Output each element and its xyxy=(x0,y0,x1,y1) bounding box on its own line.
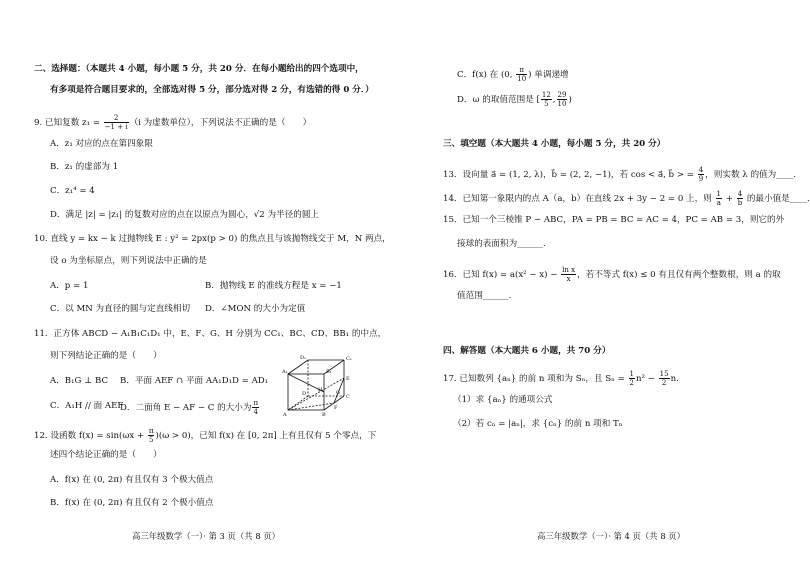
question-16: 16．已知 f(x) = a(x² − x) − $\frac{\text{ln x}}{x}$ ，若不等式 f(x) ≤ 0 有且仅有两个整数根，则 a 的取 xyxy=(443,266,781,283)
fraction: $\frac{4}{9}$ xyxy=(698,166,704,183)
fraction: $\frac{4}{b}$ xyxy=(737,190,743,207)
cube-label-c1: C₁ xyxy=(346,356,352,362)
question-10-option-a: A．p = 1 xyxy=(50,281,89,291)
exam-page-4 xyxy=(397,0,810,561)
section-2-heading: 二、选择题：（本题共 4 小题，每小题 5 分，共 20 分．在每小题给出的四个选项中， xyxy=(34,64,364,74)
question-15: 15．已知一个三棱锥 P − ABC，PA = PB = BC = AC = 4，PC = AB = 3，则它的外 xyxy=(443,215,785,225)
question-14: 14．已知第一象限内的点 A（a，b）在直线 2x + 3y − 2 = 0 上，则 $\frac{1}{a}$ + $\frac{4}{b}$ 的最小值是____. xyxy=(443,190,810,207)
question-17-stem: 17. 已知数列 {aₙ} 的前 n 项和为 Sₙ，且 Sₙ = $\frac{1}{2}$ n² − $\frac{15}{2}$ n. xyxy=(443,370,679,387)
cube-label-f: F xyxy=(334,405,338,411)
section-2-heading-cont: 有多项是符合题目要求的，全部选对得 5 分，部分选对得 2 分，有选错的得 0 分．） xyxy=(50,85,374,95)
question-9-option-a: A．z₁ 对应的点在第四象限 xyxy=(50,139,153,149)
question-15-cont: 接球的表面积为______. xyxy=(457,239,546,249)
question-12-stem-cont: 述四个结论正确的是（ ） xyxy=(50,450,162,460)
cube-label-g: G xyxy=(336,390,340,396)
question-10-option-c: C．以 MN 为直径的圆与定直线相切 xyxy=(50,304,191,314)
cube-figure xyxy=(282,354,356,418)
fraction: $\frac{15}{2}$ xyxy=(659,370,669,387)
fraction: $\frac{1}{2}$ xyxy=(629,370,634,387)
question-10-option-b: B．抛物线 E 的准线方程是 x = −1 xyxy=(205,281,342,291)
question-11-stem-cont: 则下列结论正确的是（ ） xyxy=(50,351,162,361)
question-9-stem: 9. 已知复数 z₁ = $\frac{2}{-1 + i}$ （i 为虚数单位），下列说法不正确的是（ ） xyxy=(34,114,312,131)
question-17-part-2: （2）若 cₙ = |aₙ|，求 {cₙ} 的前 n 项和 Tₙ xyxy=(453,419,623,429)
cube-label-a: A xyxy=(283,412,287,418)
fraction: $\frac{\pi}{10}$ xyxy=(517,66,527,83)
question-16-cont: 值范围______. xyxy=(457,291,512,301)
question-12-option-a: A．f(x) 在 (0, 2π) 有且仅有 3 个极大值点 xyxy=(50,475,214,485)
question-12-option-b: B．f(x) 在 (0, 2π) 有且仅有 2 个极小值点 xyxy=(50,498,214,508)
section-4-heading: 四、解答题（本大题共 6 小题，共 70 分） xyxy=(443,346,611,356)
exam-page-3 xyxy=(0,0,397,561)
fraction: $\frac{29}{10}$ xyxy=(557,91,567,108)
question-11-option-d: D．二面角 E − AF − C 的大小为 $\frac{\pi}{4}$ xyxy=(120,399,259,416)
cube-label-h: H xyxy=(318,387,323,393)
question-11-stem: 11．正方体 ABCD − A₁B₁C₁D₁ 中，E、F、G、H 分别为 CC₁、BC、CD、BB₁ 的中点， xyxy=(34,329,387,339)
question-12-stem: 12. 设函数 f(x) = sin(ωx + $\frac{\pi}{5}$ )(ω > 0)，已知 f(x) 在 [0, 2π] 上有且仅有 5 个零点，下 xyxy=(34,427,377,444)
question-12-option-d: D．ω 的取值范围是 [ $\frac{12}{5}$ , $\frac{29}{10}$ ) xyxy=(457,91,572,108)
cube-label-d: D xyxy=(302,391,307,397)
cube-label-b1: B₁ xyxy=(326,369,332,375)
cube-label-e: E xyxy=(346,376,350,382)
question-12-option-c: C．f(x) 在 (0, $\frac{\pi}{10}$ ) 单调递增 xyxy=(457,66,569,83)
question-17-part-1: （1）求 {aₙ} 的通项公式 xyxy=(453,395,553,405)
fraction: $\frac{\text{ln x}}{x}$ xyxy=(562,266,576,283)
section-3-heading: 三、填空题（本大题共 4 小题，每小题 5 分，共 20 分） xyxy=(443,139,666,149)
fraction: $\frac{1}{a}$ xyxy=(716,190,722,207)
fraction: $\frac{12}{5}$ xyxy=(541,91,551,108)
question-10-stem-cont: 设 o 为坐标原点，则下列说法中正确的是 xyxy=(50,256,207,266)
cube-label-d1: D₁ xyxy=(300,355,307,361)
cube-label-c: C xyxy=(346,394,350,400)
question-11-option-a: A．B₁G ⊥ BC xyxy=(50,376,109,386)
question-11-option-b: B．平面 AEF ∩ 平面 AA₁D₁D = AD₁ xyxy=(120,376,269,386)
page-footer-left: 高三年级数学（一）· 第 3 页（共 8 页） xyxy=(132,531,281,541)
cube-label-b: B xyxy=(322,412,326,418)
page-footer-right: 高三年级数学（一）· 第 4 页（共 8 页） xyxy=(537,531,686,541)
fraction: $\frac{\pi}{4}$ xyxy=(253,399,259,416)
fraction: $\frac{\pi}{5}$ xyxy=(148,427,154,444)
cube-label-a1: A₁ xyxy=(282,369,288,375)
question-9-option-d: D．满足 |z| = |z₁| 的复数对应的点在以原点为圆心，√2 为半径的圆上 xyxy=(50,210,320,220)
question-10-stem: 10. 直线 y = kx − k 过抛物线 E : y² = 2px(p > 0) 的焦点且与该抛物线交于 M，N 两点， xyxy=(34,234,391,244)
question-11-option-c: C．A₁H // 面 AEF xyxy=(50,401,124,411)
question-13: 13．设向量 a⃗ = (1, 2, λ)，b⃗ = (2, 2, −1)，若 cos < a⃗, b⃗ > = $\frac{4}{9}$ ，则实数 λ 的值为____. xyxy=(443,166,797,183)
question-9-option-b: B．z₁ 的虚部为 1 xyxy=(50,162,119,172)
question-10-option-d: D．∠MON 的大小为定值 xyxy=(205,304,306,314)
fraction: $\frac{2}{-1 + i}$ xyxy=(104,114,128,131)
question-9-option-c: C．z₁⁴ = 4 xyxy=(50,186,95,196)
